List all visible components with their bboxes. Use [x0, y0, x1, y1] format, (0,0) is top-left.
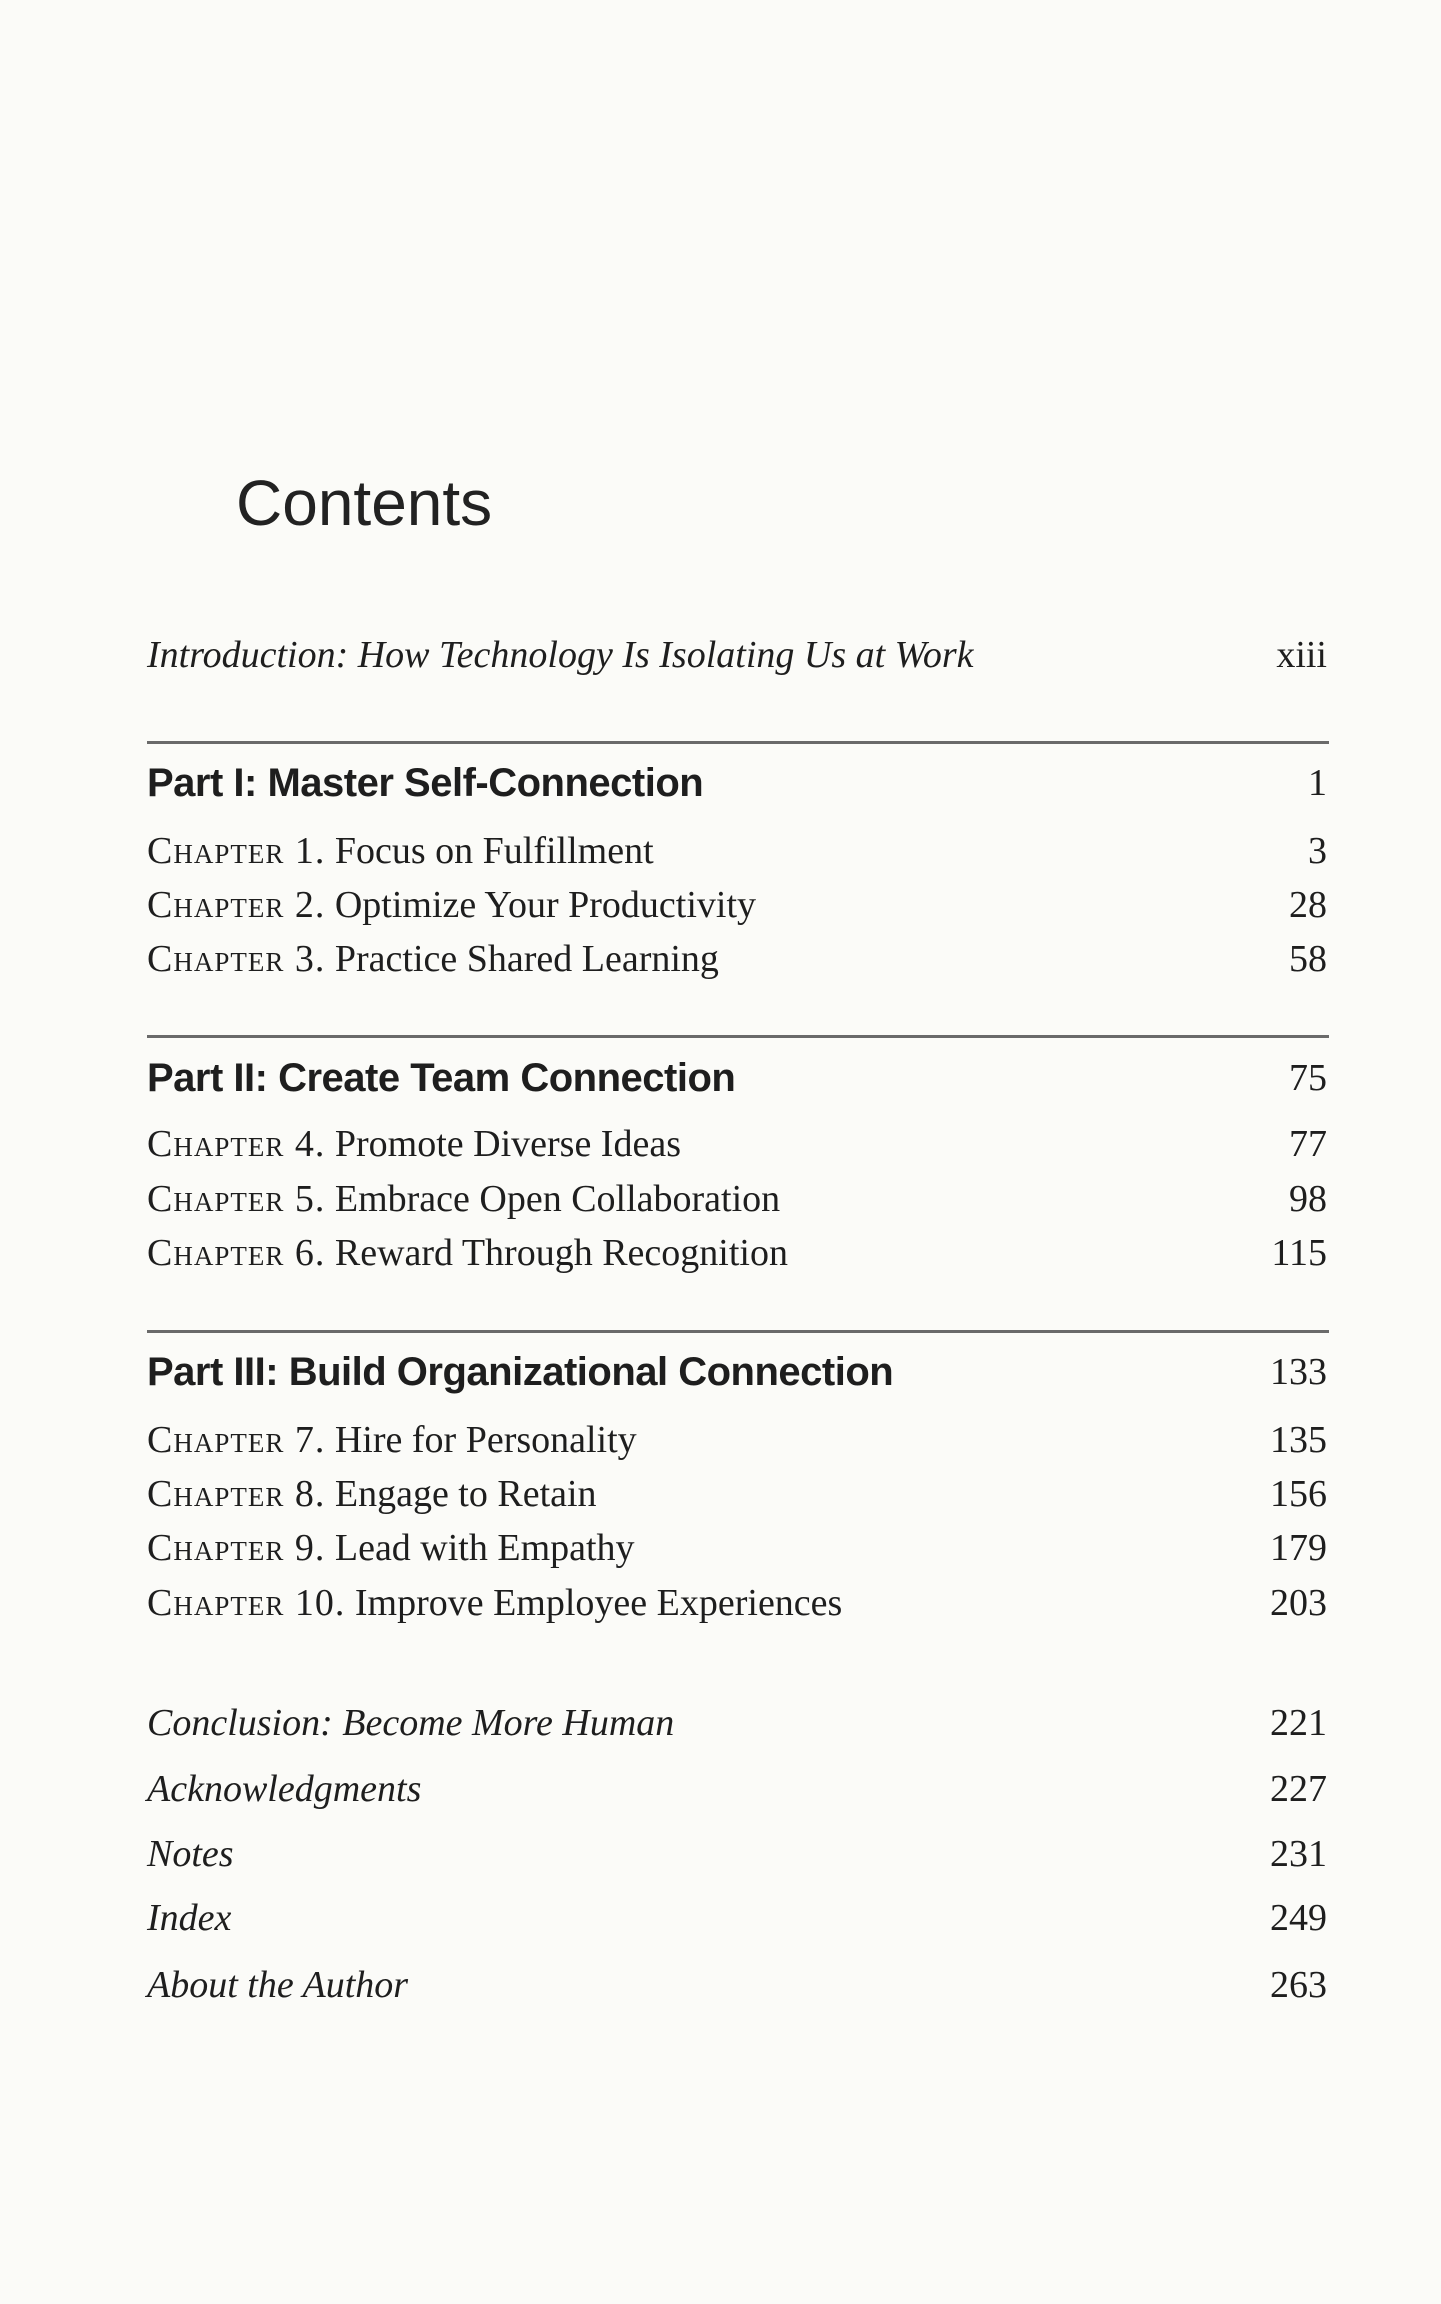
entry-label: Acknowledgments [147, 1768, 422, 1810]
toc-chapter[interactable] [147, 1116, 1327, 1172]
chapter-page: 179 [1270, 1527, 1327, 1569]
toc-entry-index[interactable] [147, 1890, 1327, 1946]
chapter-prefix: Chapter 5. [147, 1178, 326, 1220]
chapter-prefix: Chapter 3. [147, 938, 326, 980]
toc-chapter[interactable] [147, 1171, 1327, 1227]
toc-chapter[interactable] [147, 1412, 1327, 1468]
chapter-page: 77 [1289, 1123, 1327, 1165]
chapter-prefix: Chapter 6. [147, 1232, 326, 1274]
divider [147, 741, 1329, 744]
toc-entry-conclusion[interactable] [147, 1695, 1327, 1751]
part-page: 75 [1289, 1057, 1327, 1099]
chapter-prefix: Chapter 1. [147, 830, 326, 872]
part-page: 133 [1270, 1351, 1327, 1393]
chapter-page: 3 [1308, 830, 1327, 872]
entry-label: Index [147, 1897, 232, 1939]
page-title: Contents [236, 466, 493, 539]
entry-page: 221 [1270, 1702, 1327, 1744]
chapter-label: Optimize Your Productivity [334, 884, 757, 926]
chapter-label: Engage to Retain [334, 1473, 597, 1515]
chapter-label: Focus on Fulfillment [334, 830, 654, 872]
chapter-label: Practice Shared Learning [334, 938, 719, 980]
toc-entry-about-author[interactable] [147, 1957, 1327, 2013]
chapter-prefix: Chapter 2. [147, 884, 326, 926]
chapter-label: Promote Diverse Ideas [334, 1123, 681, 1165]
entry-label: About the Author [147, 1964, 409, 2006]
chapter-label: Reward Through Recognition [334, 1232, 788, 1274]
toc-chapter[interactable] [147, 1466, 1327, 1522]
entry-page: 231 [1270, 1833, 1327, 1875]
toc-chapter[interactable] [147, 823, 1327, 879]
chapter-page: 135 [1270, 1419, 1327, 1461]
divider [147, 1330, 1329, 1333]
toc-entry-acknowledgments[interactable] [147, 1761, 1327, 1817]
entry-page: xiii [1276, 634, 1327, 676]
chapter-prefix: Chapter 8. [147, 1473, 326, 1515]
toc-chapter[interactable] [147, 1575, 1327, 1631]
toc-part-1[interactable] [147, 755, 1327, 811]
toc-chapter[interactable] [147, 1520, 1327, 1576]
chapter-label: Lead with Empathy [334, 1527, 635, 1569]
toc-chapter[interactable] [147, 877, 1327, 933]
toc-part-3[interactable] [147, 1344, 1327, 1400]
chapter-prefix: Chapter 4. [147, 1123, 326, 1165]
chapter-page: 28 [1289, 884, 1327, 926]
entry-label: Notes [147, 1833, 234, 1875]
part-page: 1 [1308, 762, 1327, 804]
chapter-page: 115 [1271, 1232, 1327, 1274]
chapter-prefix: Chapter 10. [147, 1582, 346, 1624]
part-label: Part II: Create Team Connection [147, 1056, 736, 1100]
chapter-page: 156 [1270, 1473, 1327, 1515]
toc-chapter[interactable] [147, 1225, 1327, 1281]
toc-part-2[interactable] [147, 1050, 1327, 1106]
chapter-page: 98 [1289, 1178, 1327, 1220]
entry-label: Conclusion: Become More Human [147, 1702, 675, 1744]
entry-label: Introduction: How Technology Is Isolating Us at Work [147, 634, 974, 676]
chapter-prefix: Chapter 9. [147, 1527, 326, 1569]
chapter-page: 58 [1289, 938, 1327, 980]
part-label: Part I: Master Self-Connection [147, 761, 704, 805]
toc-entry-notes[interactable] [147, 1826, 1327, 1882]
chapter-page: 203 [1270, 1582, 1327, 1624]
divider [147, 1035, 1329, 1038]
chapter-label: Embrace Open Collaboration [334, 1178, 781, 1220]
chapter-prefix: Chapter 7. [147, 1419, 326, 1461]
chapter-label: Improve Employee Experiences [354, 1582, 843, 1624]
entry-page: 227 [1270, 1768, 1327, 1810]
part-label: Part III: Build Organizational Connection [147, 1350, 894, 1394]
chapter-label: Hire for Personality [334, 1419, 637, 1461]
toc-entry-introduction[interactable] [147, 627, 1327, 683]
entry-page: 263 [1270, 1964, 1327, 2006]
toc-chapter[interactable] [147, 931, 1327, 987]
entry-page: 249 [1270, 1897, 1327, 1939]
